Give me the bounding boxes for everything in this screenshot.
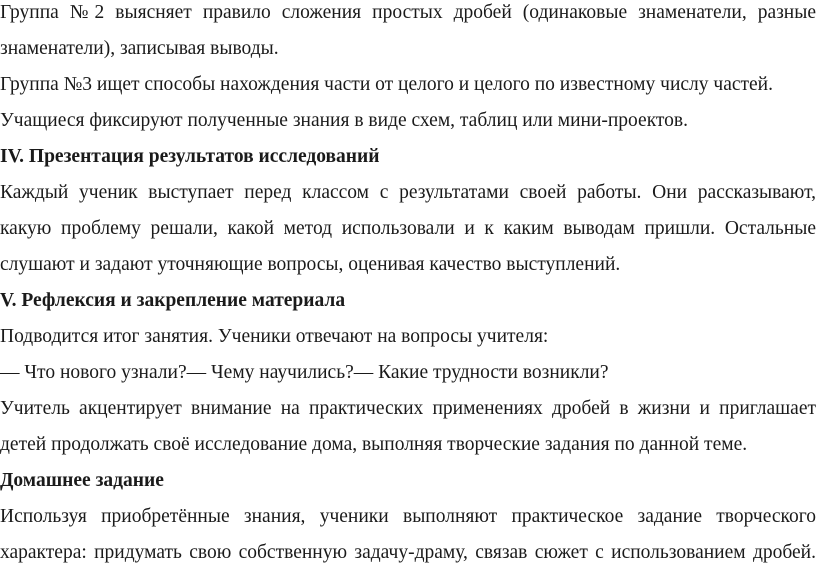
text-line: какую проблему решали, какой метод использовали и к каким выводам пришли. Остальные — [0, 218, 816, 239]
text-line: характера: придумать свою собственную задачу-драму, связав сюжет с использованием дробей. — [0, 542, 816, 563]
text-line: Используя приобретённые знания, ученики выполняют практическое задание творческого — [0, 506, 816, 527]
text-line: Учащиеся фиксируют полученные знания в виде схем, таблиц или мини-проектов. — [0, 110, 689, 131]
text-line: детей продолжать своё исследование дома, выполняя творческие задания по данной теме. — [0, 434, 748, 455]
text-line: Подводится итог занятия. Ученики отвечают на вопросы учителя: — [0, 326, 549, 347]
text-line: Каждый ученик выступает перед классом с результатами своей работы. Они рассказывают, — [0, 182, 816, 203]
section-heading: V. Рефлексия и закрепление материала — [0, 290, 346, 311]
text-line: знаменатели), записывая выводы. — [0, 38, 279, 59]
text-line: слушают и задают уточняющие вопросы, оценивая качество выступлений. — [0, 254, 621, 275]
section-heading: IV. Презентация результатов исследований — [0, 146, 380, 167]
section-heading: Домашнее задание — [0, 470, 164, 491]
text-line: Группа №2 выясняет правило сложения простых дробей (одинаковые знаменатели, разные — [0, 2, 816, 23]
text-line: Группа №3 ищет способы нахождения части от целого и целого по известному числу частей. — [0, 74, 773, 95]
text-line: Учитель акцентирует внимание на практических применениях дробей в жизни и приглашает — [0, 398, 816, 419]
text-line: — Что нового узнали?— Чему научились?— Какие трудности возникли? — [0, 362, 609, 383]
